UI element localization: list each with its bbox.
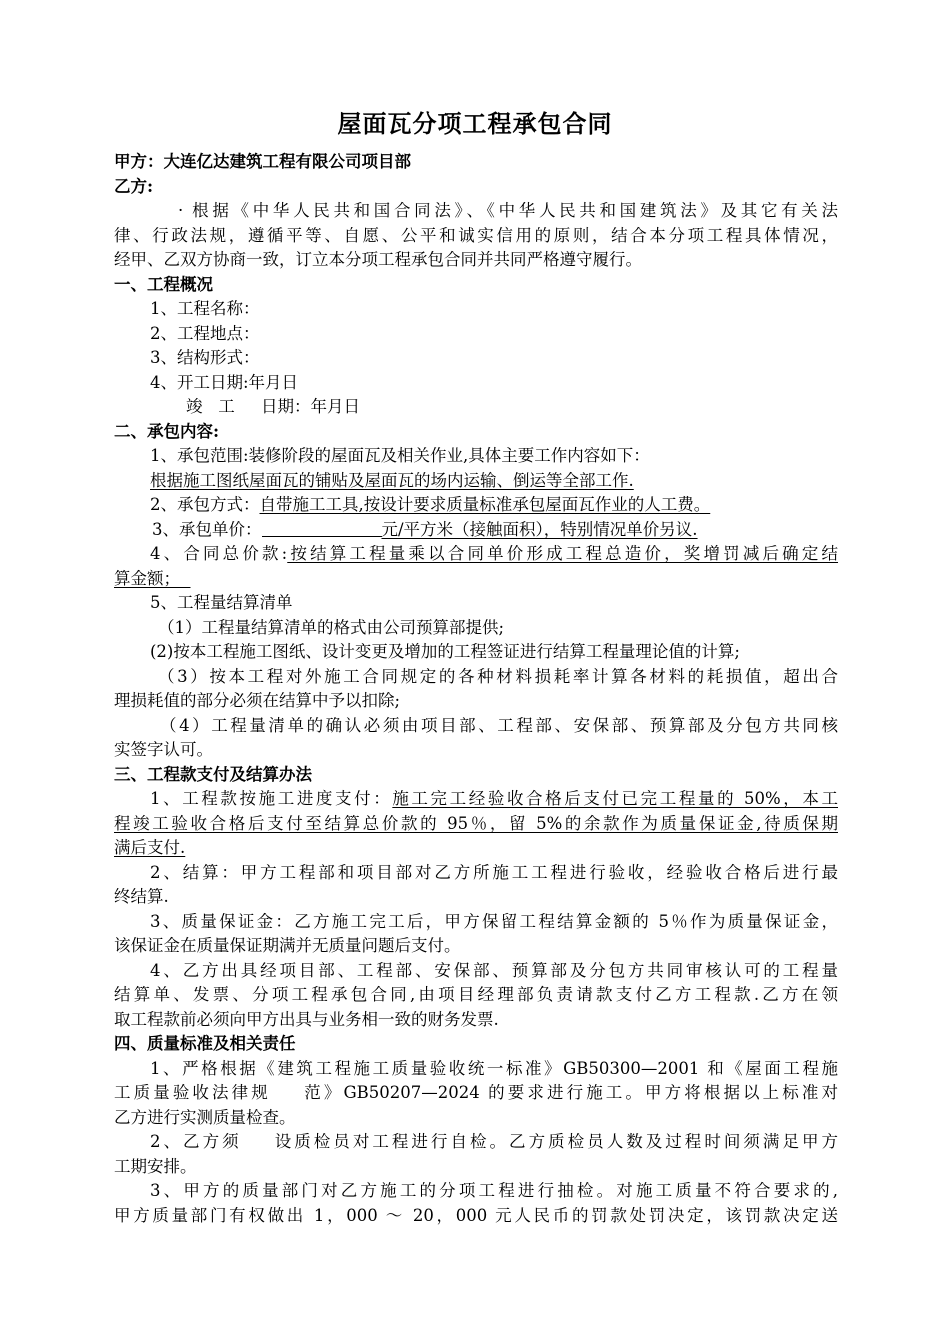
payment-row-cont [114,812,838,837]
list-item: (2)按本工程施工图纸、设计变更及增加的工程签证进行结算工程量理论值的计算; [150,642,740,661]
list-item: （3）按本工程对外施工合同规定的各种材料损耗率计算各材料的耗损值，超出合 [158,666,838,686]
section-heading: 四、质量标准及相关责任 [114,1034,296,1053]
payment-terms-end: 满后支付. [114,838,186,857]
list-item-cont: 实签字认可。 [114,740,213,759]
list-item-cont: 理损耗值的部分必须在结算中予以扣除; [114,691,401,710]
list-item: （1）工程量结算清单的格式由公司预算部提供; [158,617,505,637]
price-row [114,518,838,543]
total-row [114,542,838,567]
standard-text: 工质量验收法律规 范》GB50207—2024 的要求进行施工。甲方将根据以上标准对 [114,1083,838,1102]
deposit-text: 该保证金在质量保证期满并无质量问题后支付。 [114,936,461,955]
inspector-text: 2、乙方须 设质检员对工程进行自检。乙方质检员人数及过程时间须满足甲方 [150,1132,838,1151]
intro-line: · 根据《中华人民共和国合同法》、《中华人民共和国建筑法》及其它有关法 [178,201,838,220]
party-a: 甲方：大连亿达建筑工程有限公司项目部 [114,152,411,171]
section-heading: 三、工程款支付及结算办法 [114,764,312,784]
intro-line: 律、行政法规，遵循平等、自愿、公平和诚实信用的原则，结合本分项工程具体情况， [114,225,838,245]
section-heading: 一、工程概况 [114,274,213,294]
section-heading: 二、承包内容: [114,421,220,441]
invoice-text: 取工程款前必须向甲方出具与业务相一致的财务发票. [114,1009,499,1029]
payment-row-cont [114,836,838,861]
finish-date: 竣 工 日期：年月日 [186,397,360,416]
settlement-text: 2、结算：甲方工程部和项目部对乙方所施工工程进行验收，经验收合格后进行最 [150,862,838,882]
invoice-text: 结算单、发票、分项工程承包合同,由项目经理部负责请款支付乙方工程款.乙方在领 [114,985,838,1004]
mode-row [114,493,838,518]
project-item: 1、工程名称： [150,299,260,318]
price-label: 3、承包单价： [152,519,262,539]
payment-terms-cont: 程竣工验收合格后支付至结算总价款的 95％，留 5%的余款作为质量保证金,待质保期 [114,813,838,833]
total-label: 4、合同总价款: [150,544,288,563]
payment-terms: 施工完工经验收合格后支付已完工程量的 50%，本工 [392,789,838,808]
settlement-text: 终结算. [114,887,169,906]
mode-value: 自带施工工具,按设计要求质量标准承包屋面瓦作业的人工费。 [259,495,711,514]
mode-label: 2、承包方式： [150,495,260,514]
deposit-text: 3、质量保证金：乙方施工完工后，甲方保留工程结算金额的 5％作为质量保证金， [150,911,838,931]
inspector-text: 工期安排。 [114,1156,197,1176]
penalty-text: 甲方质量部门有权做出 1，000 ～ 20，000 元人民币的罚款处罚决定，该罚款决定送 [114,1205,838,1225]
contract-body [114,150,838,1228]
price-value: 元/平方米（接触面积），特别情况单价另议. [381,519,698,539]
invoice-text: 4、乙方出具经项目部、工程部、安保部、预算部及分包方共同审核认可的工程量 [150,960,838,980]
payment-row [114,787,838,812]
standard-text: 1、严格根据《建筑工程施工质量验收统一标准》GB50300—2001 和《屋面工程施 [150,1058,838,1078]
intro-line: 经甲、乙双方协商一致，订立本分项工程承包合同并共同严格遵守履行。 [114,250,642,269]
penalty-text: 3、甲方的质量部门对乙方施工的分项工程进行抽检。对施工质量不符合要求的, [150,1181,838,1200]
project-item: 4、开工日期:年月日 [150,372,299,392]
total-row-cont [114,567,838,592]
scope-detail [114,469,838,494]
list-item: （4）工程量清单的确认必须由项目部、工程部、安保部、预算部及分包方共同核 [160,715,838,735]
total-value-cont: 算金额； [114,568,180,588]
document-title: 屋面瓦分项工程承包合同 [337,109,613,138]
scope-label: 1、承包范围:装修阶段的屋面瓦及相关作业,具体主要工作内容如下： [150,446,650,465]
scope-detail-text: 根据施工图纸屋面瓦的铺贴及屋面瓦的场内运输、倒运等全部工作. [150,470,634,490]
project-item: 2、工程地点： [150,323,260,343]
list-title: 5、工程量结算清单 [150,593,293,612]
payment-label: 1、工程款按施工进度支付： [150,789,393,808]
party-b: 乙方: [114,176,154,196]
standard-text: 乙方进行实测质量检查。 [114,1107,296,1127]
project-item: 3、结构形式： [150,348,260,367]
price-blank [262,519,382,537]
total-value: 按结算工程量乘以合同单价形成工程总造价，奖增罚减后确定结 [287,544,839,563]
